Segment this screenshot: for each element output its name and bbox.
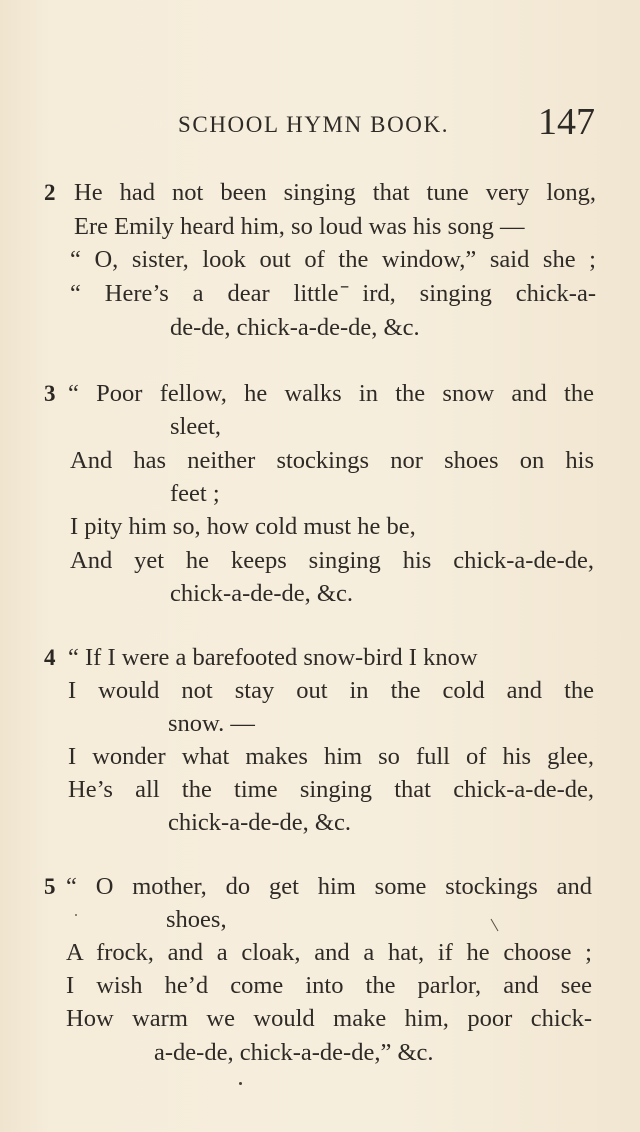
stanza-number: 5 xyxy=(44,874,56,899)
verse-line: snow. — xyxy=(168,710,255,737)
verse-line: chick-a-de-de, &c. xyxy=(168,809,351,836)
verse-line: de-de, chick-a-de-de, &c. xyxy=(170,314,420,341)
verse-line: sleet, xyxy=(170,413,222,440)
running-title: SCHOOL HYMN BOOK. xyxy=(178,112,450,137)
verse-line: “ O mother, do get him some stockings and xyxy=(66,873,592,900)
verse-line: How warm we would make him, poor chick- xyxy=(66,1005,592,1032)
print-speck xyxy=(491,919,499,932)
verse-line: And has neither stockings nor shoes on his xyxy=(70,447,594,474)
verse-line: And yet he keeps singing his chick-a-de-de, xyxy=(70,547,594,574)
page-number: 147 xyxy=(538,101,595,143)
stanza-number: 3 xyxy=(44,381,56,406)
verse-line: a-de-de, chick-a-de-de,” &c. xyxy=(154,1039,434,1066)
stanza-number: 4 xyxy=(44,645,56,670)
verse-line: “ O, sister, look out of the window,” said she ; xyxy=(70,246,596,273)
verse-line: chick-a-de-de, &c. xyxy=(170,580,353,607)
verse-line: “ If I were a barefooted snow-bird I know xyxy=(68,644,478,671)
verse-line: Ere Emily heard him, so loud was his song — xyxy=(74,213,525,240)
verse-line: feet ; xyxy=(170,480,220,507)
verse-line: A frock, and a cloak, and a hat, if he choose ; xyxy=(66,939,592,966)
verse-line: I pity him so, how cold must he be, xyxy=(70,513,416,540)
verse-line: He had not been singing that tune very long, xyxy=(74,179,596,206)
page-header xyxy=(0,100,640,150)
print-speck xyxy=(75,914,77,916)
verse-line: shoes, xyxy=(166,906,227,933)
stanza-number: 2 xyxy=(44,180,56,205)
verse-line: “ Here’s a dear little ̄ird, singing chick-a- xyxy=(70,280,596,307)
print-speck xyxy=(239,1082,242,1085)
verse-line: I would not stay out in the cold and the xyxy=(68,677,594,704)
verse-line: I wish he’d come into the parlor, and see xyxy=(66,972,592,999)
verse-line: I wonder what makes him so full of his glee, xyxy=(68,743,594,770)
verse-line: “ Poor fellow, he walks in the snow and the xyxy=(68,380,594,407)
verse-line: He’s all the time singing that chick-a-de-de, xyxy=(68,776,594,803)
